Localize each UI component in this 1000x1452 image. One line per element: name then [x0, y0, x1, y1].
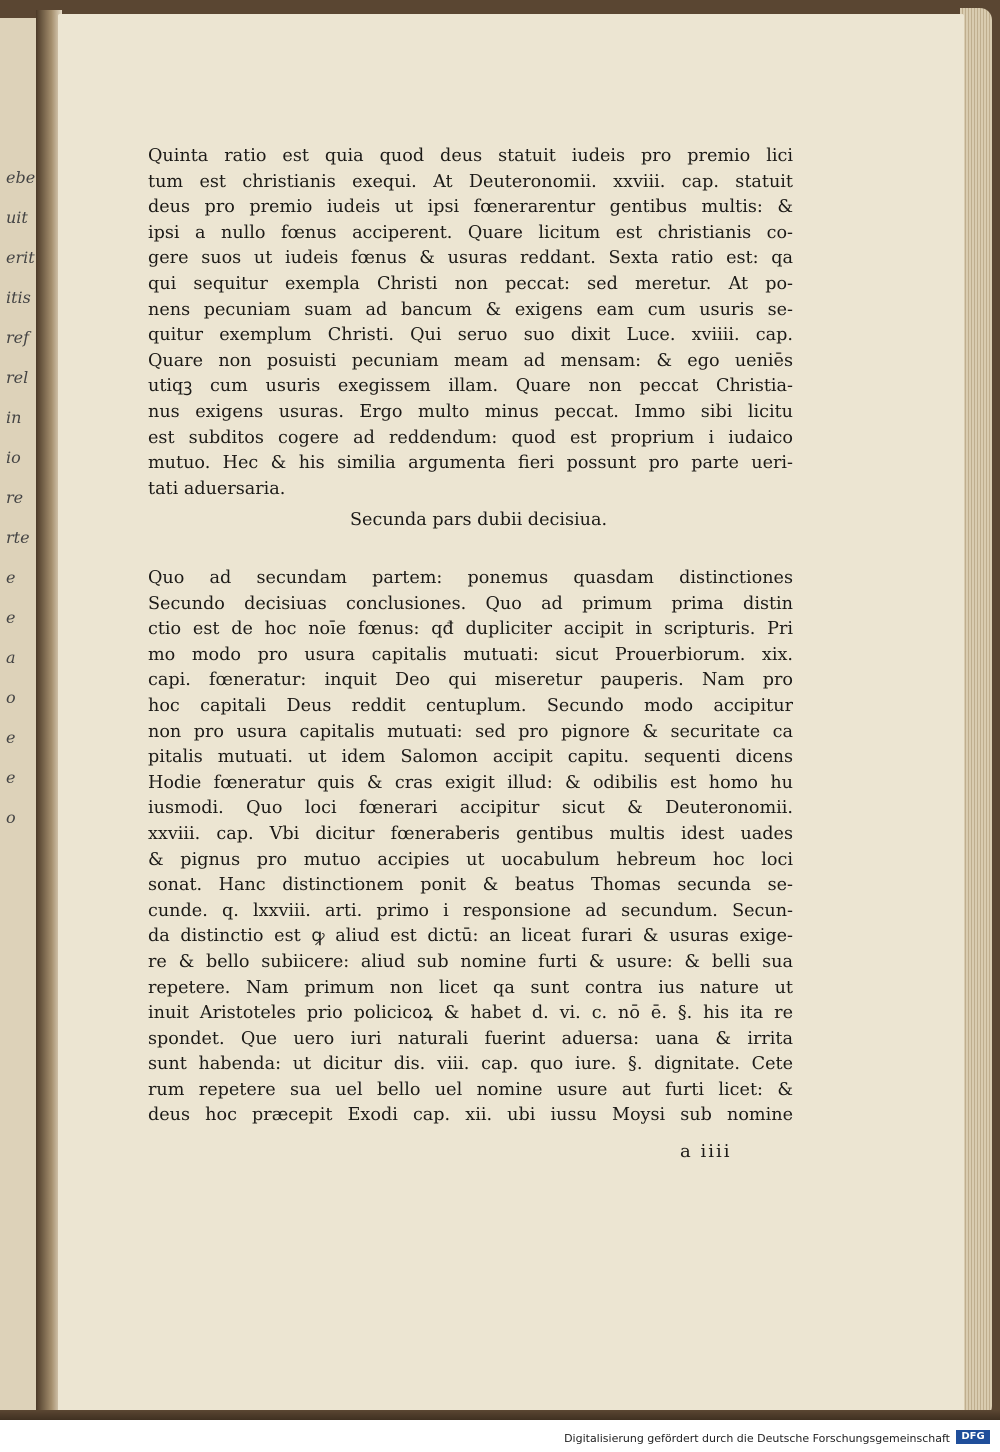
left-page-fragment: uit [6, 208, 28, 227]
text-line: utiqꝫ cum usuris exegissem illam. Quare non peccat Christia- [148, 376, 793, 397]
text-line: deus hoc præcepit Exodi cap. xii. ubi iussu Moysi sub nomine [148, 1105, 793, 1126]
text-line: Quinta ratio est quia quod deus statuit iudeis pro premio lici [148, 146, 793, 166]
left-page-fragment: e [6, 608, 16, 627]
text-line: nens pecuniam suam ad bancum & exigens eam cum usuris se- [148, 299, 793, 320]
text-line: inuit Aristoteles prio policicoꝝ & habet d. vi. c. nō ē. §. his ita re [148, 1003, 793, 1024]
text-line: tum est christianis exequi. At Deuteronomii. xxviii. cap. statuit [148, 171, 793, 192]
left-page-fragment: rel [6, 368, 29, 387]
left-page-fragment: e [6, 768, 16, 787]
text-line: nus exigens usuras. Ergo multo minus peccat. Immo sibi licitu [148, 401, 793, 422]
funding-credit: Digitalisierung gefördert durch die Deutsche Forschungsgemeinschaft [564, 1432, 950, 1445]
text-line: pitalis mutuati. ut idem Salomon accipit capitu. sequenti dicens [148, 747, 793, 768]
text-line: Quare non posuisti pecuniam meam ad mensam: & ego ueniēs [148, 350, 793, 371]
text-line: ctio est de hoc noīe fœnus: qđ dupliciter accipit in scripturis. Pri [148, 619, 793, 640]
text-line: sonat. Hanc distinctionem ponit & beatus Thomas secunda se- [148, 875, 793, 896]
text-line: spondet. Que uero iuri naturali fuerint aduersa: uana & irrita [148, 1028, 793, 1049]
text-line: deus pro premio iudeis ut ipsi fœnerarentur gentibus multis: & [148, 197, 793, 218]
text-line: Quo ad secundam partem: ponemus quasdam distinctiones [148, 568, 793, 588]
page-stack-edge [960, 8, 992, 1418]
body-paragraph-2 [148, 566, 793, 1129]
left-page-fragment: o [6, 688, 16, 707]
left-page-fragment: ebe [6, 168, 36, 187]
body-paragraph-1 [148, 144, 793, 502]
left-page-fragment: o [6, 808, 16, 827]
text-line: Hodie fœneratur quis & cras exigit illud: & odibilis est homo hu [148, 772, 793, 793]
text-line: xxviii. cap. Vbi dicitur fœneraberis gentibus multis idest uades [148, 823, 793, 844]
text-line: qui sequitur exempla Christi non peccat: sed meretur. At po- [148, 273, 793, 294]
left-page-fragment: in [6, 408, 22, 427]
left-page-fragment: ref [6, 328, 30, 347]
text-line: hoc capitali Deus reddit centuplum. Secundo modo accipitur [148, 695, 793, 716]
section-heading: Secunda pars dubii decisiua. [350, 510, 608, 530]
text-line: da distinctio est ꝙ aliud est dictū: an liceat furari & usuras exige- [148, 926, 793, 947]
text-line: mutuo. Hec & his similia argumenta fieri possunt pro parte ueri- [148, 453, 793, 474]
left-page-fragment: e [6, 568, 16, 587]
text-line: rum repetere sua uel bello uel nomine usure aut furti licet: & [148, 1079, 793, 1100]
left-page-fragment: e [6, 728, 16, 747]
left-page-fragment: erit [6, 248, 35, 267]
text-line: ipsi a nullo fœnus acciperent. Quare licitum est christianis co- [148, 222, 793, 243]
text-line: re & bello subiicere: aliud sub nomine furti & usure: & belli sua [148, 951, 793, 972]
text-line: iusmodi. Quo loci fœnerari accipitur sicut & Deuteronomii. [148, 798, 793, 819]
text-line: tati aduersaria. [148, 478, 286, 499]
text-line: quitur exemplum Christi. Qui seruo suo dixit Luce. xviiii. cap. [148, 325, 793, 346]
text-line: mo modo pro usura capitalis mutuati: sicut Prouerbiorum. xix. [148, 644, 793, 665]
text-line: sunt habenda: ut dicitur dis. viii. cap. quo iure. §. dignitate. Cete [148, 1054, 793, 1075]
left-page-fragment: re [6, 488, 24, 507]
text-line: repetere. Nam primum non licet qa sunt contra ius nature ut [148, 977, 793, 998]
left-page-fragment: itis [6, 288, 31, 307]
left-page-fragment: a [6, 648, 16, 667]
text-line: & pignus pro mutuo accipies ut uocabulum hebreum hoc loci [148, 849, 793, 870]
text-line: capi. fœneratur: inquit Deo qui miseretur pauperis. Nam pro [148, 670, 793, 691]
signature-mark: a iiii [680, 1141, 732, 1162]
left-page-fragment: rte [6, 528, 30, 547]
text-line: est subditos cogere ad reddendum: quod est proprium i iudaico [148, 427, 793, 448]
dfg-logo: DFG [956, 1430, 990, 1444]
text-line: cunde. q. lxxviii. arti. primo i responsione ad secundum. Secun- [148, 900, 793, 921]
left-page-fragment: io [6, 448, 21, 467]
text-line: Secundo decisiuas conclusiones. Quo ad primum prima distin [148, 593, 793, 614]
text-line: non pro usura capitalis mutuati: sed pro pignore & securitate ca [148, 721, 793, 742]
text-line: gere suos ut iudeis fœnus & usuras reddant. Sexta ratio est: qa [148, 248, 793, 269]
